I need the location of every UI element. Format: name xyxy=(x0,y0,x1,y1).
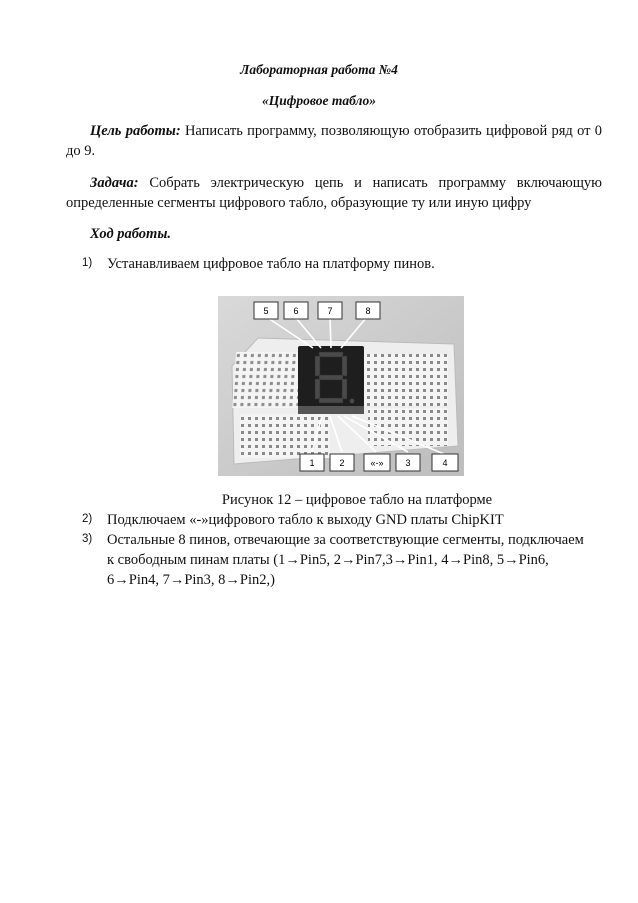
step-2-text: Подключаем «-»цифрового табло к выходу GND платы ChipKIT xyxy=(107,512,504,528)
label-4: 4 xyxy=(442,458,448,468)
step-1-number: 1) xyxy=(82,257,93,269)
step-3-line-1: Остальные 8 пинов, отвечающие за соответствующие сегменты, подключаем xyxy=(107,532,584,548)
task-paragraph xyxy=(66,173,602,213)
goal-text: Написать программу, позволяющую отобразить цифровой ряд от 0 до 9. xyxy=(66,123,603,159)
label-6: 6 xyxy=(293,306,299,316)
goal-paragraph xyxy=(66,121,602,161)
task-lead: Задача: xyxy=(90,175,139,191)
goal-lead: Цель работы: xyxy=(90,123,181,139)
breadboard-photo xyxy=(218,296,464,476)
label-minus: «-» xyxy=(370,458,384,468)
label-5: 5 xyxy=(263,306,269,316)
step-1-text: Устанавливаем цифровое табло на платформу пинов. xyxy=(107,256,435,272)
label-2: 2 xyxy=(339,458,345,468)
step-3-number: 3) xyxy=(82,533,93,545)
label-7: 7 xyxy=(327,306,333,316)
task-text: Собрать электрическую цепь и написать программу включающую определенные сегменты цифрового табло, образующие ту или иную цифру xyxy=(66,175,602,211)
label-1: 1 xyxy=(309,458,315,468)
page-subtitle: «Цифровое табло» xyxy=(262,93,376,108)
step-3-line-2: к свободным пинам платы (1→Pin5, 2→Pin7,3→Pin1, 4→Pin8, 5→Pin6, xyxy=(107,552,549,568)
step-2-number: 2) xyxy=(82,513,93,525)
figure-caption: Рисунок 12 – цифровое табло на платформе xyxy=(221,492,493,508)
label-8: 8 xyxy=(365,306,371,316)
label-3: 3 xyxy=(405,458,411,468)
step-3-line-3: 6→Pin4, 7→Pin3, 8→Pin2,) xyxy=(107,572,275,588)
page-title: Лабораторная работа №4 xyxy=(240,62,398,77)
progress-heading: Ход работы. xyxy=(90,226,172,242)
